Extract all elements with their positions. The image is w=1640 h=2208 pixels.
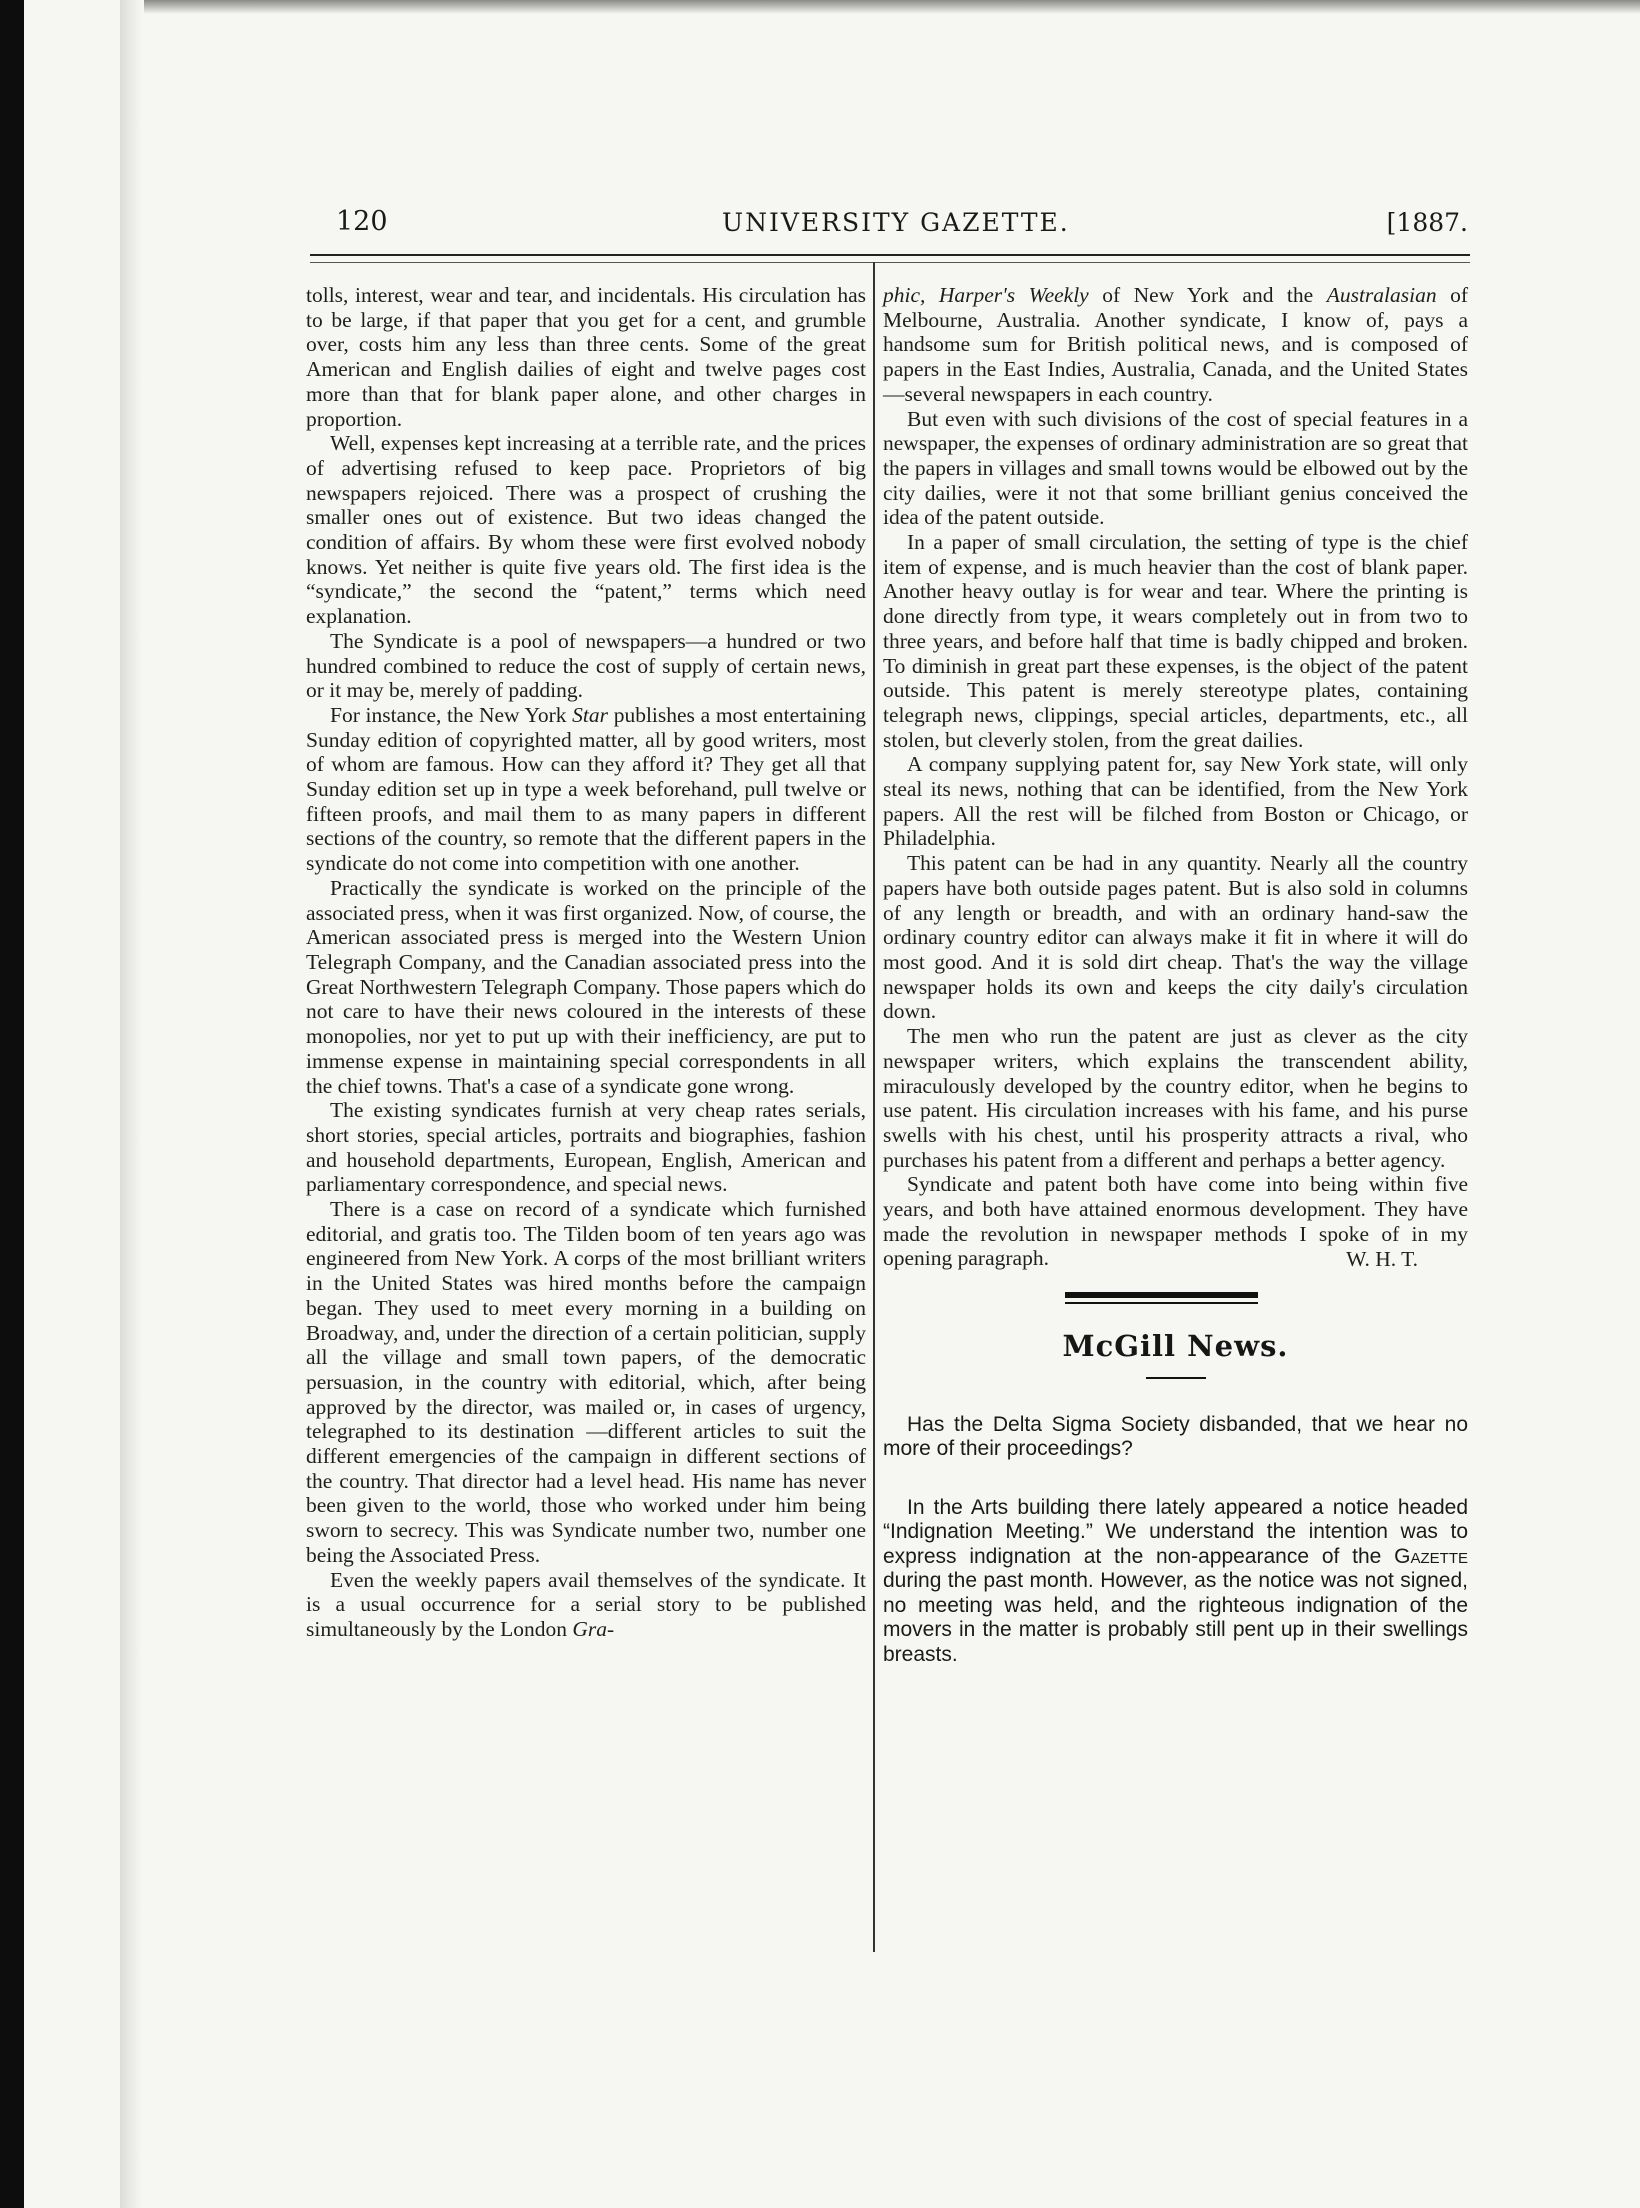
paragraph: This patent can be had in any quantity. Nearly all the country papers have both outside pages patent. But is also sold in columns of any length or breadth, and with an ordinary hand-saw the ordinary country editor can always make it fit in where it will do most good. And it is sold dirt cheap. That's the way the village newspaper holds its own and keeps the city daily's circulation down. bbox=[883, 851, 1468, 1024]
left-column bbox=[306, 283, 866, 1642]
paragraph: Practically the syndicate is worked on the principle of the associated press, when it was first organized. Now, of course, the American associated press is merged into the Western Union Telegraph Company, and the Canadian associated press into the Great Northwestern Telegraph Company. Those papers which do not care to have their news coloured in the interests of these monopolies, nor yet to put up with their inefficiency, are put to immense expense in maintaining special correspondents in all the chief towns. That's a case of a syndicate gone wrong. bbox=[306, 875, 866, 1098]
paragraph: Well, expenses kept increasing at a terrible rate, and the prices of advertising refused to keep pace. Proprietors of big newspapers rejoiced. There was a prospect of crushing the smaller ones out of existence. But two ideas changed the condition of affairs. By whom these were first evolved nobody knows. Yet neither is quite five years old. The first idea is the “syndicate,” the second the “patent,” terms which need explanation. bbox=[306, 431, 866, 629]
text-run: publishes a most entertaining Sunday edition of copyrighted matter, all by good writers, most of whom are famous. How can they afford it? They get all that Sunday edition set up in type a week beforehand, pull twelve or fifteen proofs, and mail them to as many papers in different sections of the country, so remote that the different papers in the syndicate do not come into competition with one another. bbox=[306, 702, 866, 876]
section-rule-thin bbox=[1065, 1302, 1258, 1304]
paragraph: The existing syndicates furnish at very cheap rates serials, short stories, special articles, portraits and biographies, fashion and household departments, European, English, American and parliamentary correspondence, and special news. bbox=[306, 1098, 866, 1197]
text-run: In the Arts building there lately appeared a notice headed “Indignation Meeting.” We understand the intention was to express indignation at the non-appearance of the bbox=[883, 1495, 1468, 1568]
paragraph: Syndicate and patent both have come into being within five years, and both have attained enormous development. They have made the revolution in newspaper methods I spoke of in my opening paragraph. bbox=[883, 1172, 1468, 1271]
author-signature: W. H. T. bbox=[1346, 1247, 1418, 1272]
page-number: 120 bbox=[336, 206, 388, 237]
page-gutter-shadow bbox=[120, 0, 142, 2208]
text-run: of Melbourne, Australia. Another syndicate, I know of, pays a handsome sum for British political news, and is composed of papers in the East Indies, Australia, Canada, and the United States—several newspapers in each country. bbox=[883, 283, 1468, 406]
paragraph bbox=[306, 703, 866, 876]
news-paragraph bbox=[883, 1496, 1468, 1668]
text-run: during the past month. However, as the notice was not signed, no meeting was held, and the righteous indignation of the movers in the matter is probably still pent up in their swellings breasts. bbox=[883, 1569, 1468, 1666]
paragraph: But even with such divisions of the cost of special features in a newspaper, the expenses of ordinary administration are so great that the papers in villages and small towns would be elbowed out by the city dailies, were it not that some brilliant genius conceived the idea of the patent outside. bbox=[883, 406, 1468, 530]
paragraph: A company supplying patent for, say New York state, will only steal its news, nothing that can be identified, from the New York papers. All the rest will be filched from Boston or Chicago, or Philadelphia. bbox=[883, 752, 1468, 851]
right-column bbox=[883, 283, 1468, 1667]
column-divider bbox=[873, 262, 875, 1952]
heading-rule bbox=[1146, 1377, 1206, 1379]
paragraph bbox=[306, 1568, 866, 1642]
section-heading: McGill News. bbox=[1062, 1328, 1289, 1363]
italic-run: phic, Harper's Weekly bbox=[883, 283, 1089, 307]
paragraph: The Syndicate is a pool of newspapers—a hundred or two hundred combined to reduce the cost of supply of certain news, or it may be, merely of padding. bbox=[306, 628, 866, 703]
small-caps-run: Gazette bbox=[1394, 1544, 1468, 1568]
header-year: [1887. bbox=[1386, 208, 1468, 237]
text-run: Even the weekly papers avail themselves of the syndicate. It is a usual occurrence for a serial story to be published simultaneously by the London bbox=[306, 1567, 866, 1641]
text-run: of New York and the bbox=[1088, 283, 1327, 307]
paragraph bbox=[883, 283, 1468, 407]
page-top-shadow bbox=[144, 0, 1640, 14]
italic-run: Star bbox=[572, 702, 609, 727]
paragraph: In a paper of small circulation, the setting of type is the chief item of expense, and is much heavier than the cost of blank paper. Another heavy outlay is for wear and tear. Where the printing is done directly from type, it wears completely out in from two to three years, and before half that time is badly chipped and broken. To diminish in great part these expenses, is the object of the patent outside. This patent is merely stereotype plates, containing telegraph news, clippings, special articles, departments, etc., all stolen, but cleverly stolen, from the great dailies. bbox=[883, 530, 1468, 752]
running-header bbox=[330, 206, 1490, 252]
header-rule bbox=[310, 254, 1470, 256]
news-item bbox=[883, 1496, 1468, 1668]
italic-run: Australasian bbox=[1326, 283, 1437, 307]
scan-edge bbox=[0, 0, 24, 2208]
italic-run: Gra- bbox=[572, 1616, 615, 1641]
text-run: For instance, the New York bbox=[330, 702, 573, 727]
news-item bbox=[883, 1413, 1468, 1462]
paragraph: The men who run the patent are just as clever as the city newspaper writers, which explains the transcendent ability, miraculously developed by the country editor, when he begins to use patent. His circulation increases with his fame, and his purse swells with his chest, until his prosperity attracts a rival, who purchases his patent from a different and perhaps a better agency. bbox=[883, 1024, 1468, 1172]
paragraph: There is a case on record of a syndicate which furnished editorial, and gratis too. The Tilden boom of ten years ago was engineered from New York. A corps of the most brilliant writers in the United States was hired months before the campaign began. They used to meet every morning in a building on Broadway, and, under the direction of a certain politician, supply all the village and small town papers, of the democratic persuasion, in the country with editorial, which, after being approved by the director, was mailed or, in cases of urgency, telegraphed to its destination —different articles to suit the different emergencies of the campaign in different sections of the country. That director had a level head. His name has never been given to the world, those who worked under him being sworn to secrecy. This was Syndicate number two, number one being the Associated Press. bbox=[306, 1197, 866, 1567]
journal-title: UNIVERSITY GAZETTE. bbox=[722, 208, 1070, 237]
paragraph: tolls, interest, wear and tear, and incidentals. His circulation has to be large, if that paper that you get for a cent, and grumble over, costs him any less than three cents. Some of the great American and English dailies of eight and twelve pages cost more than that for blank paper alone, and other charges in proportion. bbox=[306, 283, 866, 431]
news-paragraph: Has the Delta Sigma Society disbanded, that we hear no more of their proceedings? bbox=[883, 1412, 1468, 1461]
header-rule-thin bbox=[310, 262, 1470, 263]
section-rule bbox=[1065, 1292, 1258, 1298]
